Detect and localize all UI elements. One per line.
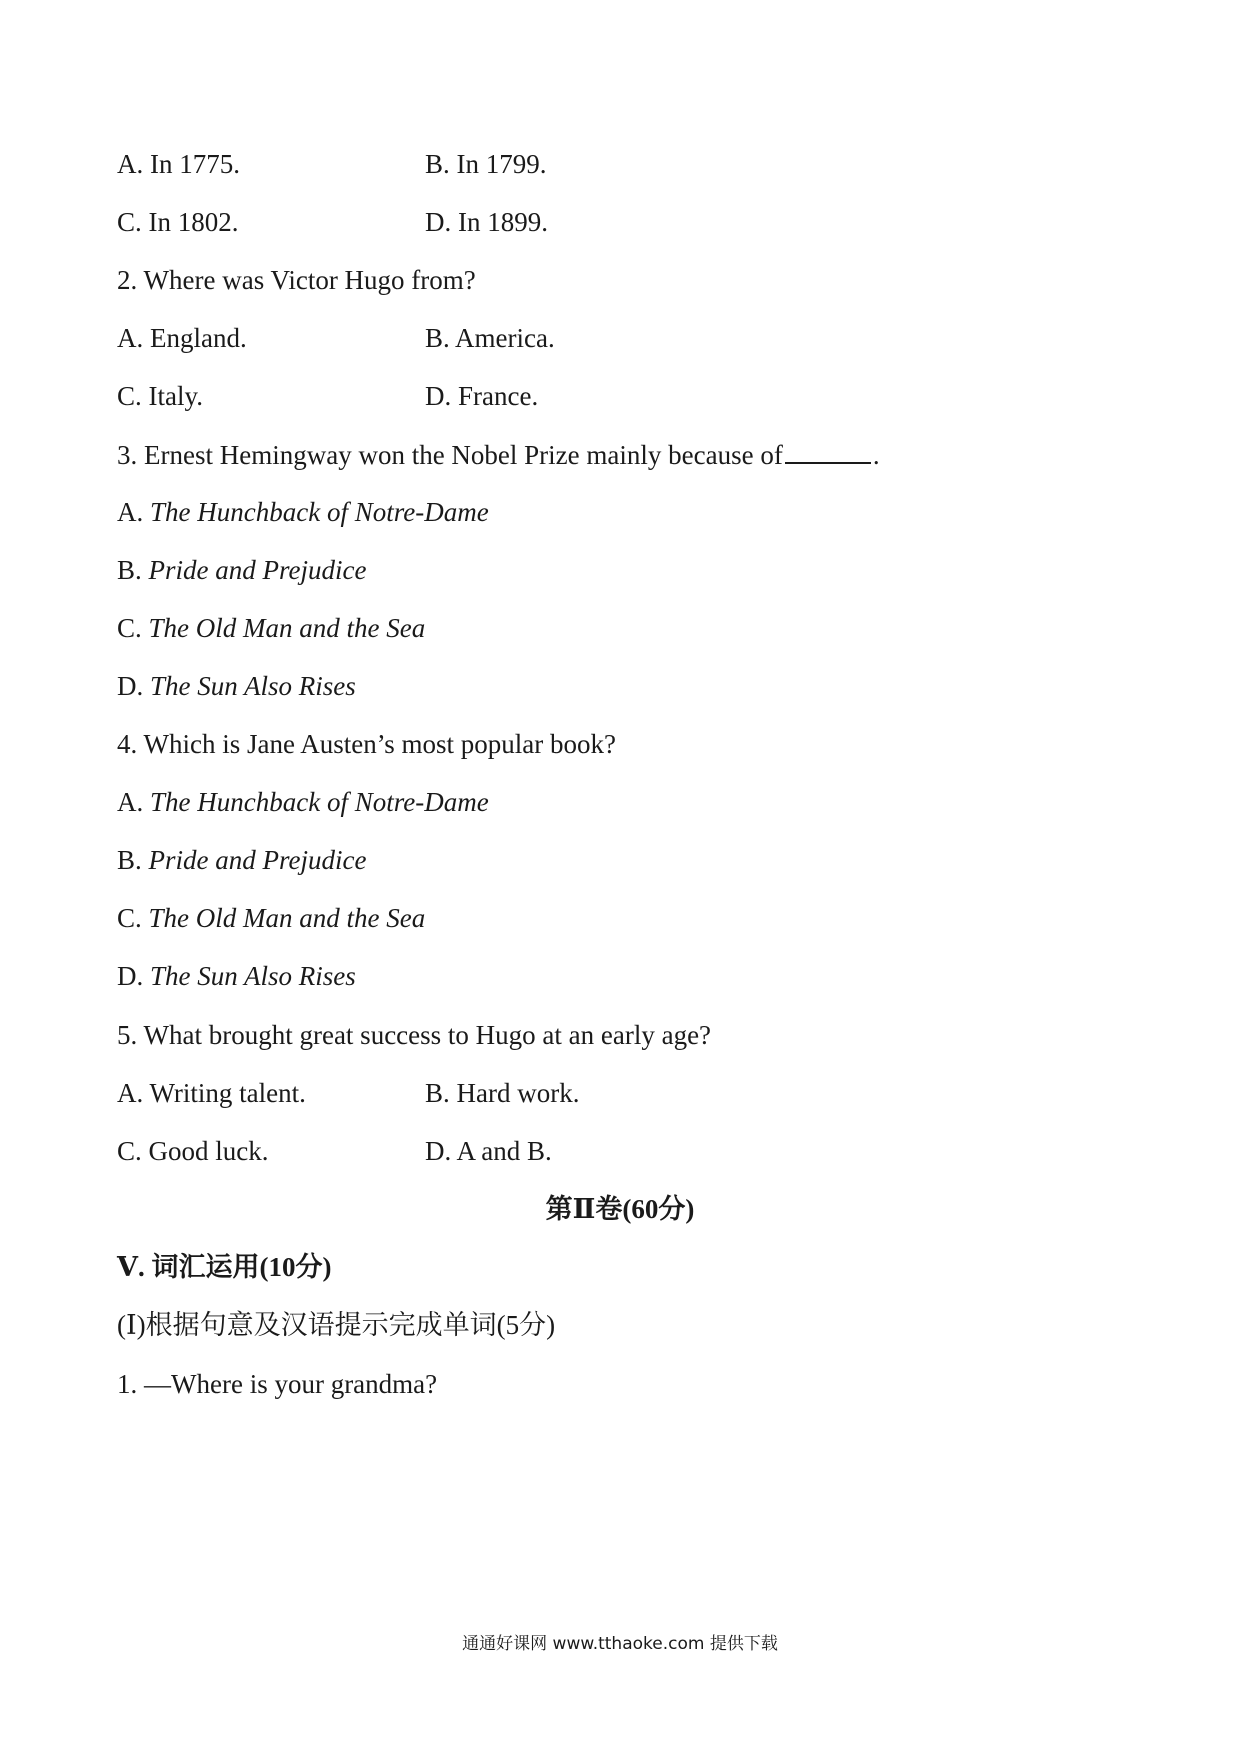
q2-options-row-1	[117, 320, 555, 356]
q3-option-b: B. Pride and Prejudice	[117, 555, 367, 585]
q5-option-c: C. Good luck.	[117, 1136, 269, 1166]
part2-title: 第Ⅱ卷(60分)	[545, 1194, 695, 1224]
q2-option-d: D. France.	[425, 381, 539, 411]
q5-options-row-1	[117, 1075, 580, 1111]
q5-option-a: A. Writing talent.	[117, 1078, 306, 1108]
section5-title: Ⅴ. 词汇运用(10分)	[117, 1252, 332, 1282]
q2-option-b: B. America.	[425, 323, 555, 353]
q1-option-a: A. In 1775.	[117, 149, 240, 179]
page-footer: 通通好课网 www.tthaoke.com 提供下载	[462, 1634, 778, 1654]
q1-option-c: C. In 1802.	[117, 207, 239, 237]
q5-question: 5. What brought great success to Hugo at an early age?	[117, 1020, 712, 1050]
q4-option-c: C. The Old Man and the Sea	[117, 903, 426, 933]
q2-question: 2. Where was Victor Hugo from?	[117, 265, 476, 295]
q4-option-b: B. Pride and Prejudice	[117, 845, 367, 875]
q5-option-d: D. A and B.	[425, 1136, 552, 1166]
q1-option-d: D. In 1899.	[425, 207, 548, 237]
q3-option-d: D. The Sun Also Rises	[117, 671, 356, 701]
q1-options-row-2	[117, 204, 548, 240]
q5-options-row-2	[117, 1133, 552, 1169]
q3-option-a: A. The Hunchback of Notre-Dame	[117, 497, 489, 527]
subsection1-title: (Ⅰ)根据句意及汉语提示完成单词(5分)	[117, 1310, 556, 1340]
vocab-question-1: 1. —Where is your grandma?	[117, 1369, 438, 1399]
q2-options-row-2	[117, 378, 539, 414]
q1-option-b: B. In 1799.	[425, 149, 547, 179]
q4-option-d: D. The Sun Also Rises	[117, 961, 356, 991]
q3-option-c: C. The Old Man and the Sea	[117, 613, 426, 643]
q4-option-a: A. The Hunchback of Notre-Dame	[117, 787, 489, 817]
answer-blank	[785, 436, 871, 464]
q4-question: 4. Which is Jane Austen’s most popular book?	[117, 729, 616, 759]
q2-option-a: A. England.	[117, 323, 247, 353]
q1-options-row-1	[117, 146, 547, 182]
q3-question: 3. Ernest Hemingway won the Nobel Prize mainly because of .	[117, 436, 880, 473]
q5-option-b: B. Hard work.	[425, 1078, 580, 1108]
q2-option-c: C. Italy.	[117, 381, 203, 411]
